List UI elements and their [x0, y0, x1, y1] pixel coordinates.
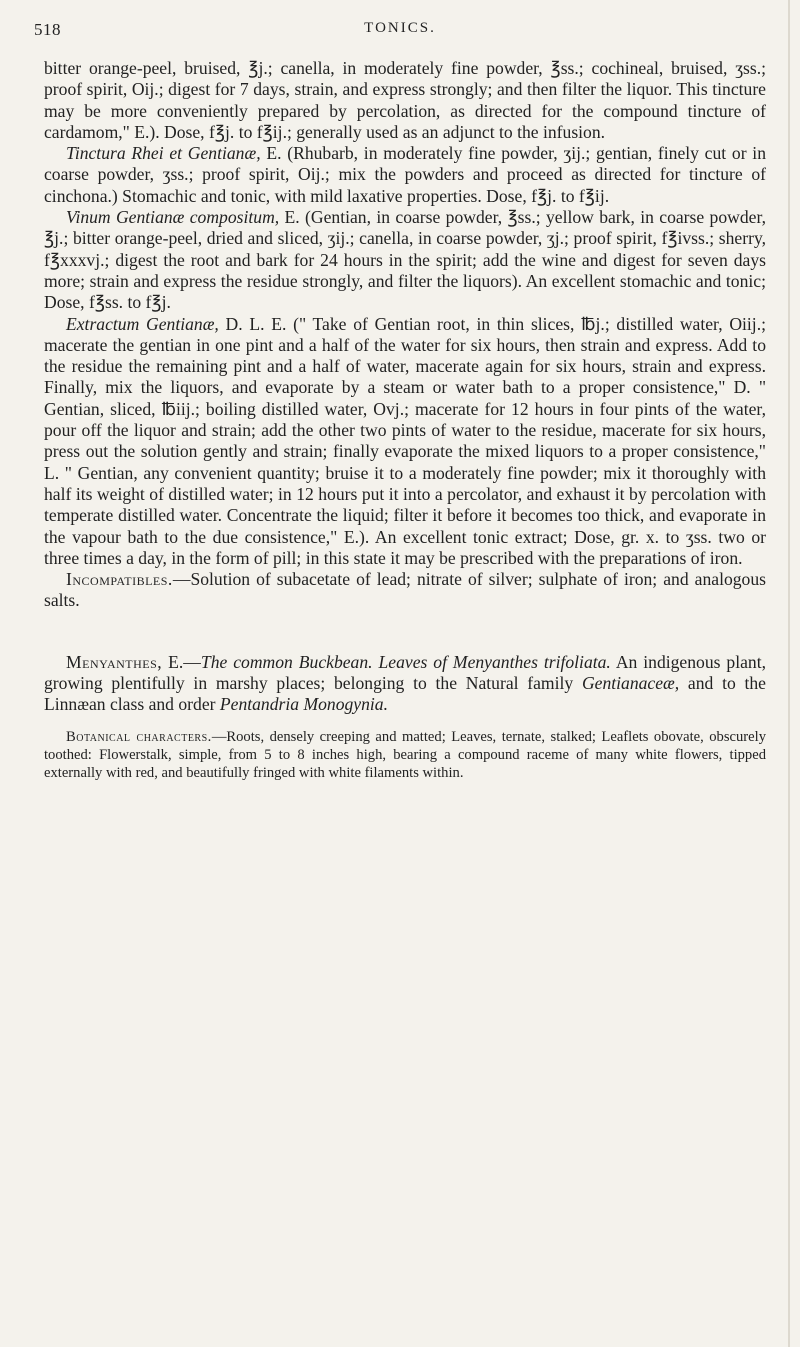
section-text: and to the Linnæan class and order	[44, 673, 766, 715]
entry-title: Extractum Gentianæ,	[66, 313, 219, 334]
entry-text: —Solution of subacetate of lead; nitrate of silver; sulphate of iron; and analogous salts.	[44, 569, 766, 611]
entry-title: Vinum Gentianæ compositum,	[66, 207, 280, 228]
section-text: An indigenous plant, growing plentifully in marshy places; belonging to the Natural family	[44, 651, 766, 694]
entry-text: E. (Rhubarb, in moderately fine powder, ʒij.; gentian, finely cut or in coarse powder, ʒss.; proof spirit, Oij.; mix the powders and proceed as directed for tincture of cinchona.) Stomachic and tonic, with mild laxative properties. Dose, f℥j. to f℥ij.	[44, 143, 766, 206]
page-number: 518	[34, 20, 61, 39]
section-title: Menyanthes,	[66, 651, 163, 672]
subsection-title: Botanical characters.	[66, 728, 212, 745]
paragraph-extractum-gentianae	[44, 314, 766, 570]
page-header	[0, 16, 800, 46]
section-text: E.—	[162, 651, 201, 672]
paragraph-continuation: bitter orange-peel, bruised, ℥j.; canella, in moderately fine powder, ℥ss.; cochineal, bruised, ʒss.; proof spirit, Oij.; digest for 7 days, strain, and express strongly; and then filter the liquor. This tincture may be more conveniently prepared by percolation, as directed for the compound tincture of cardamom," E.). Dose, f℥j. to f℥ij.; generally used as an adjunct to the infusion.	[44, 58, 766, 142]
paragraph-botanical-characters	[44, 728, 766, 783]
page-body	[44, 58, 766, 782]
page-edge	[788, 0, 790, 1347]
paragraph-vinum-gentianae	[44, 207, 766, 313]
entry-text: E. (Gentian, in coarse powder, ℥ss.; yellow bark, in coarse powder, ℥j.; bitter orange-peel, dried and sliced, ʒij.; canella, in coarse powder, ʒj.; proof spirit, f℥ivss.; sherry, f℥xxxvj.; digest the root and bark for 24 hours in the spirit; add the wine and digest for seven days more; strain and express the residue strongly, and filter the liquors). An excellent stomachic and tonic; Dose, f℥ss. to f℥j.	[44, 207, 766, 313]
paragraph-incompatibles	[44, 569, 766, 612]
section-subtitle: The common Buckbean. Leaves of Menyanthes trifoliata.	[200, 651, 611, 672]
subsection-text: —Roots, densely creeping and matted; Leaves, ternate, stalked; Leaflets obovate, obscurely toothed: Flowerstalk, simple, from 5 to 8 inches high, bearing a compound raceme of many white flowers, tipped externally with red, and beautifully fringed with white filaments within.	[44, 728, 766, 782]
small-gap	[44, 716, 766, 728]
entry-title: Tinctura Rhei et Gentianæ,	[66, 143, 261, 164]
class-order: Pentandria Monogynia.	[219, 694, 388, 715]
entry-text: D. L. E. (" Take of Gentian root, in thin slices, ℔j.; distilled water, Oiij.; macerate the gentian in one pint and a half of the water for six hours, then strain and express. Add to the residue the remaining pint and a half of water, macerate again for six hours, strain and express. Finally, mix the liquors, and evaporate by a steam or water bath to a proper consistence," D. " Gentian, sliced, ℔iij.; boiling distilled water, Ovj.; macerate for 12 hours in four pints of the water, pour off the liquor and strain; add the other two pints of water to the residue, macerate for six hours, press out the solution gently and strain; finally evaporate the mixed liquors to a proper consistence," L. " Gentian, any convenient quantity; bruise it to a moderately fine powder; mix it thoroughly with half its weight of distilled water; in 12 hours put it into a percolator, and exhaust it by percolation with temperate distilled water. Concentrate the liquid; filter it before it becomes too thick, and evaporate in the vapour bath to the due consistence," E.). An excellent tonic extract; Dose, gr. x. to ʒss. two or three times a day, in the form of pill; in this state it may be prescribed with the preparations of iron.	[44, 313, 766, 568]
paragraph-tinctura-rhei	[44, 143, 766, 207]
entry-title: Incompatibles.	[66, 569, 173, 590]
running-title: TONICS.	[364, 20, 436, 36]
paragraph-menyanthes	[44, 652, 766, 716]
section-gap	[44, 612, 766, 652]
family-name: Gentianaceæ,	[581, 673, 680, 694]
